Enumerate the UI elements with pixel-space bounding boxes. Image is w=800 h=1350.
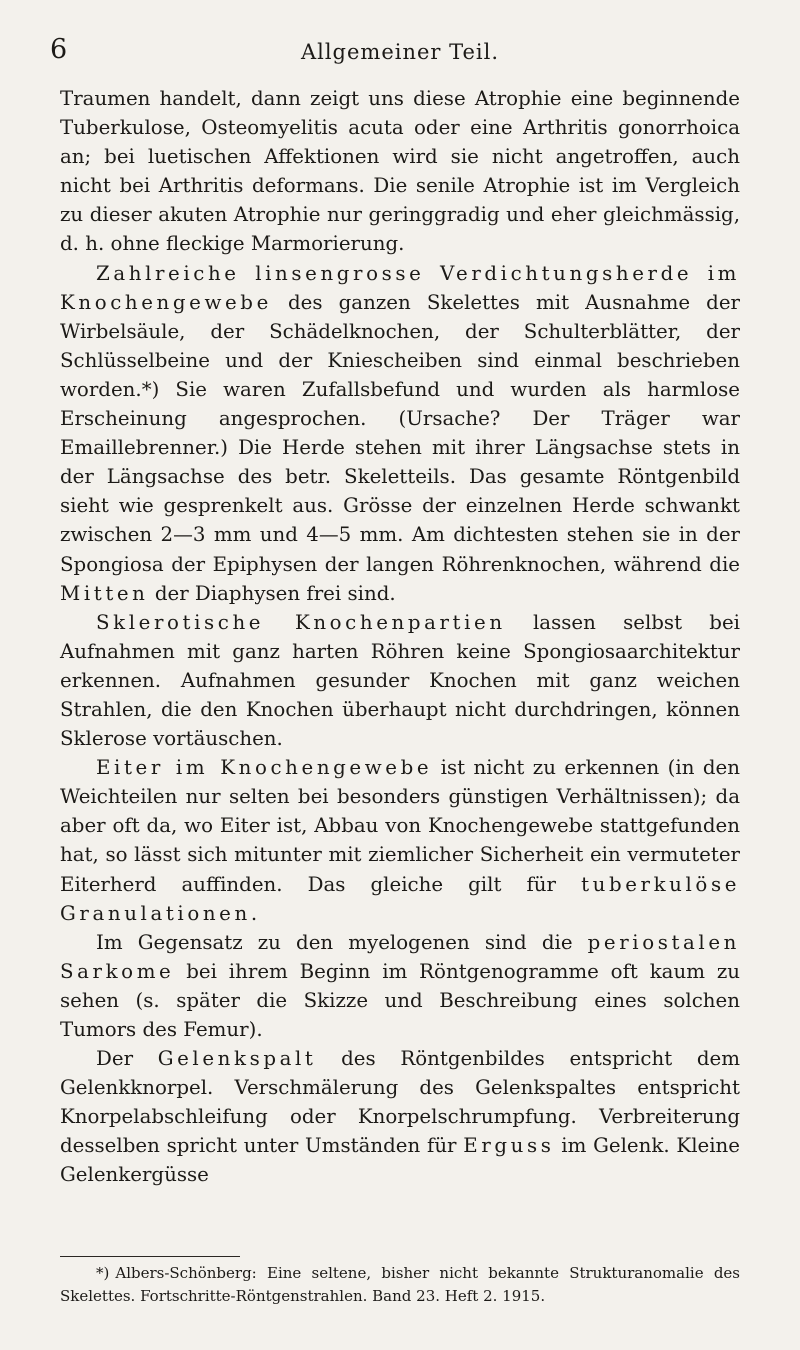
- text-run: bei ihrem Beginn im Röntgenogramme oft kaum zu sehen (s. später die Skizze und Beschreibung eines solchen Tumors des Femur).: [60, 959, 740, 1041]
- running-head: Allgemeiner Teil.: [300, 40, 500, 64]
- emphasis-erguss: Erguss: [463, 1134, 555, 1158]
- emphasis-sklerotische-knochenpartien: Sklerotische Knochenpartien: [96, 610, 506, 634]
- emphasis-tuberkuloese-granulationen: tuberkulöse Granulationen.: [60, 872, 740, 925]
- page-header: [50, 34, 750, 70]
- text-run: Im Gegensatz zu den myelogenen sind die: [96, 930, 588, 954]
- footnote-rule: [60, 1256, 240, 1257]
- emphasis-periostalen-sarkome: periostalen Sarkome: [60, 930, 740, 983]
- paragraph-atrophie: Traumen handelt, dann zeigt uns diese Atrophie eine beginnende Tuberkulose, Osteomyelitis acuta oder eine Arthritis gonorrhoica an; bei luetischen Affektionen wird sie nicht angetroffen, auch nicht bei Arthritis deformans. Die senile Atrophie ist im Vergleich zu dieser akuten Atrophie nur geringgradig und eher gleichmässig, d. h. ohne fleckige Marmorierung.: [60, 87, 740, 256]
- emphasis-eiter-im-knochengewebe: Eiter im Knochengewebe: [96, 756, 433, 780]
- paragraph-gelenkspalt: [60, 1044, 740, 1189]
- page-number: 6: [50, 34, 68, 65]
- footnote-text: Albers-Schönberg: Eine seltene, bisher nicht bekannte Strukturanomalie des Skelettes. Fortschritte-Röntgenstrahlen. Band 23. Heft 2. 1915.: [60, 1264, 740, 1305]
- text-run: im Gelenk. Kleine Gelenkergüsse: [60, 1134, 740, 1187]
- text-run: des Röntgenbildes entspricht dem Gelenkknorpel. Verschmälerung des Gelenkspaltes entspricht Knorpelabschleifung oder Knorpelschrumpfung. Verbreiterung desselben spricht unter Umständen für: [60, 1047, 741, 1158]
- text-run: der Diaphysen frei sind.: [148, 581, 396, 605]
- paragraph-eiter: [60, 753, 740, 928]
- emphasis-gelenkspalt: Gelenkspalt: [157, 1047, 317, 1071]
- paragraph-sarkome: [60, 928, 740, 1044]
- paragraph-verdichtungsherde: [60, 259, 740, 608]
- body-text: [60, 84, 740, 1190]
- text-run: ist nicht zu erkennen (in den Weichteilen nur selten bei besonders günstigen Verhältnissen); da aber oft da, wo Eiter ist, Abbau von Knochengewebe stattgefunden hat, so lässt sich mitunter mit ziemlicher Sicherheit ein vermuteter Eiterherd auffinden. Das gleiche gilt für: [60, 756, 741, 896]
- emphasis-mitten: Mitten: [60, 581, 149, 605]
- footnote-label: *): [96, 1264, 110, 1282]
- emphasis-verdichtungsherde: Zahlreiche linsengrosse Verdichtungsherde im Knochengewebe: [60, 261, 740, 314]
- footnote: [60, 1262, 740, 1308]
- text-run: Der: [96, 1047, 158, 1071]
- text-run: des ganzen Skelettes mit Ausnahme der Wirbelsäule, der Schädelknochen, der Schulterblätter, der Schlüsselbeine und der Kniescheiben sind einmal beschrieben worden.*) Sie waren Zufallsbefund und wurden als harmlose Erscheinung angesprochen. (Ursache? Der Träger war Emaillebrenner.) Die Herde stehen mit ihrer Längsachse stets in der Längsachse des betr. Skeletteils. Das gesamte Röntgenbild sieht wie gesprenkelt aus. Grösse der einzelnen Herde schwankt zwischen 2—3 mm und 4—5 mm. Am dichtesten stehen sie in der Spongiosa der Epiphysen der langen Röhrenknochen, während die: [60, 290, 740, 576]
- text-run: lassen selbst bei Aufnahmen mit ganz harten Röhren keine Spongiosaarchitektur erkennen. Aufnahmen gesunder Knochen mit ganz weichen Strahlen, die den Knochen überhaupt nicht durchdringen, können Sklerose vortäuschen.: [60, 610, 740, 751]
- paragraph-sklerose: [60, 608, 740, 753]
